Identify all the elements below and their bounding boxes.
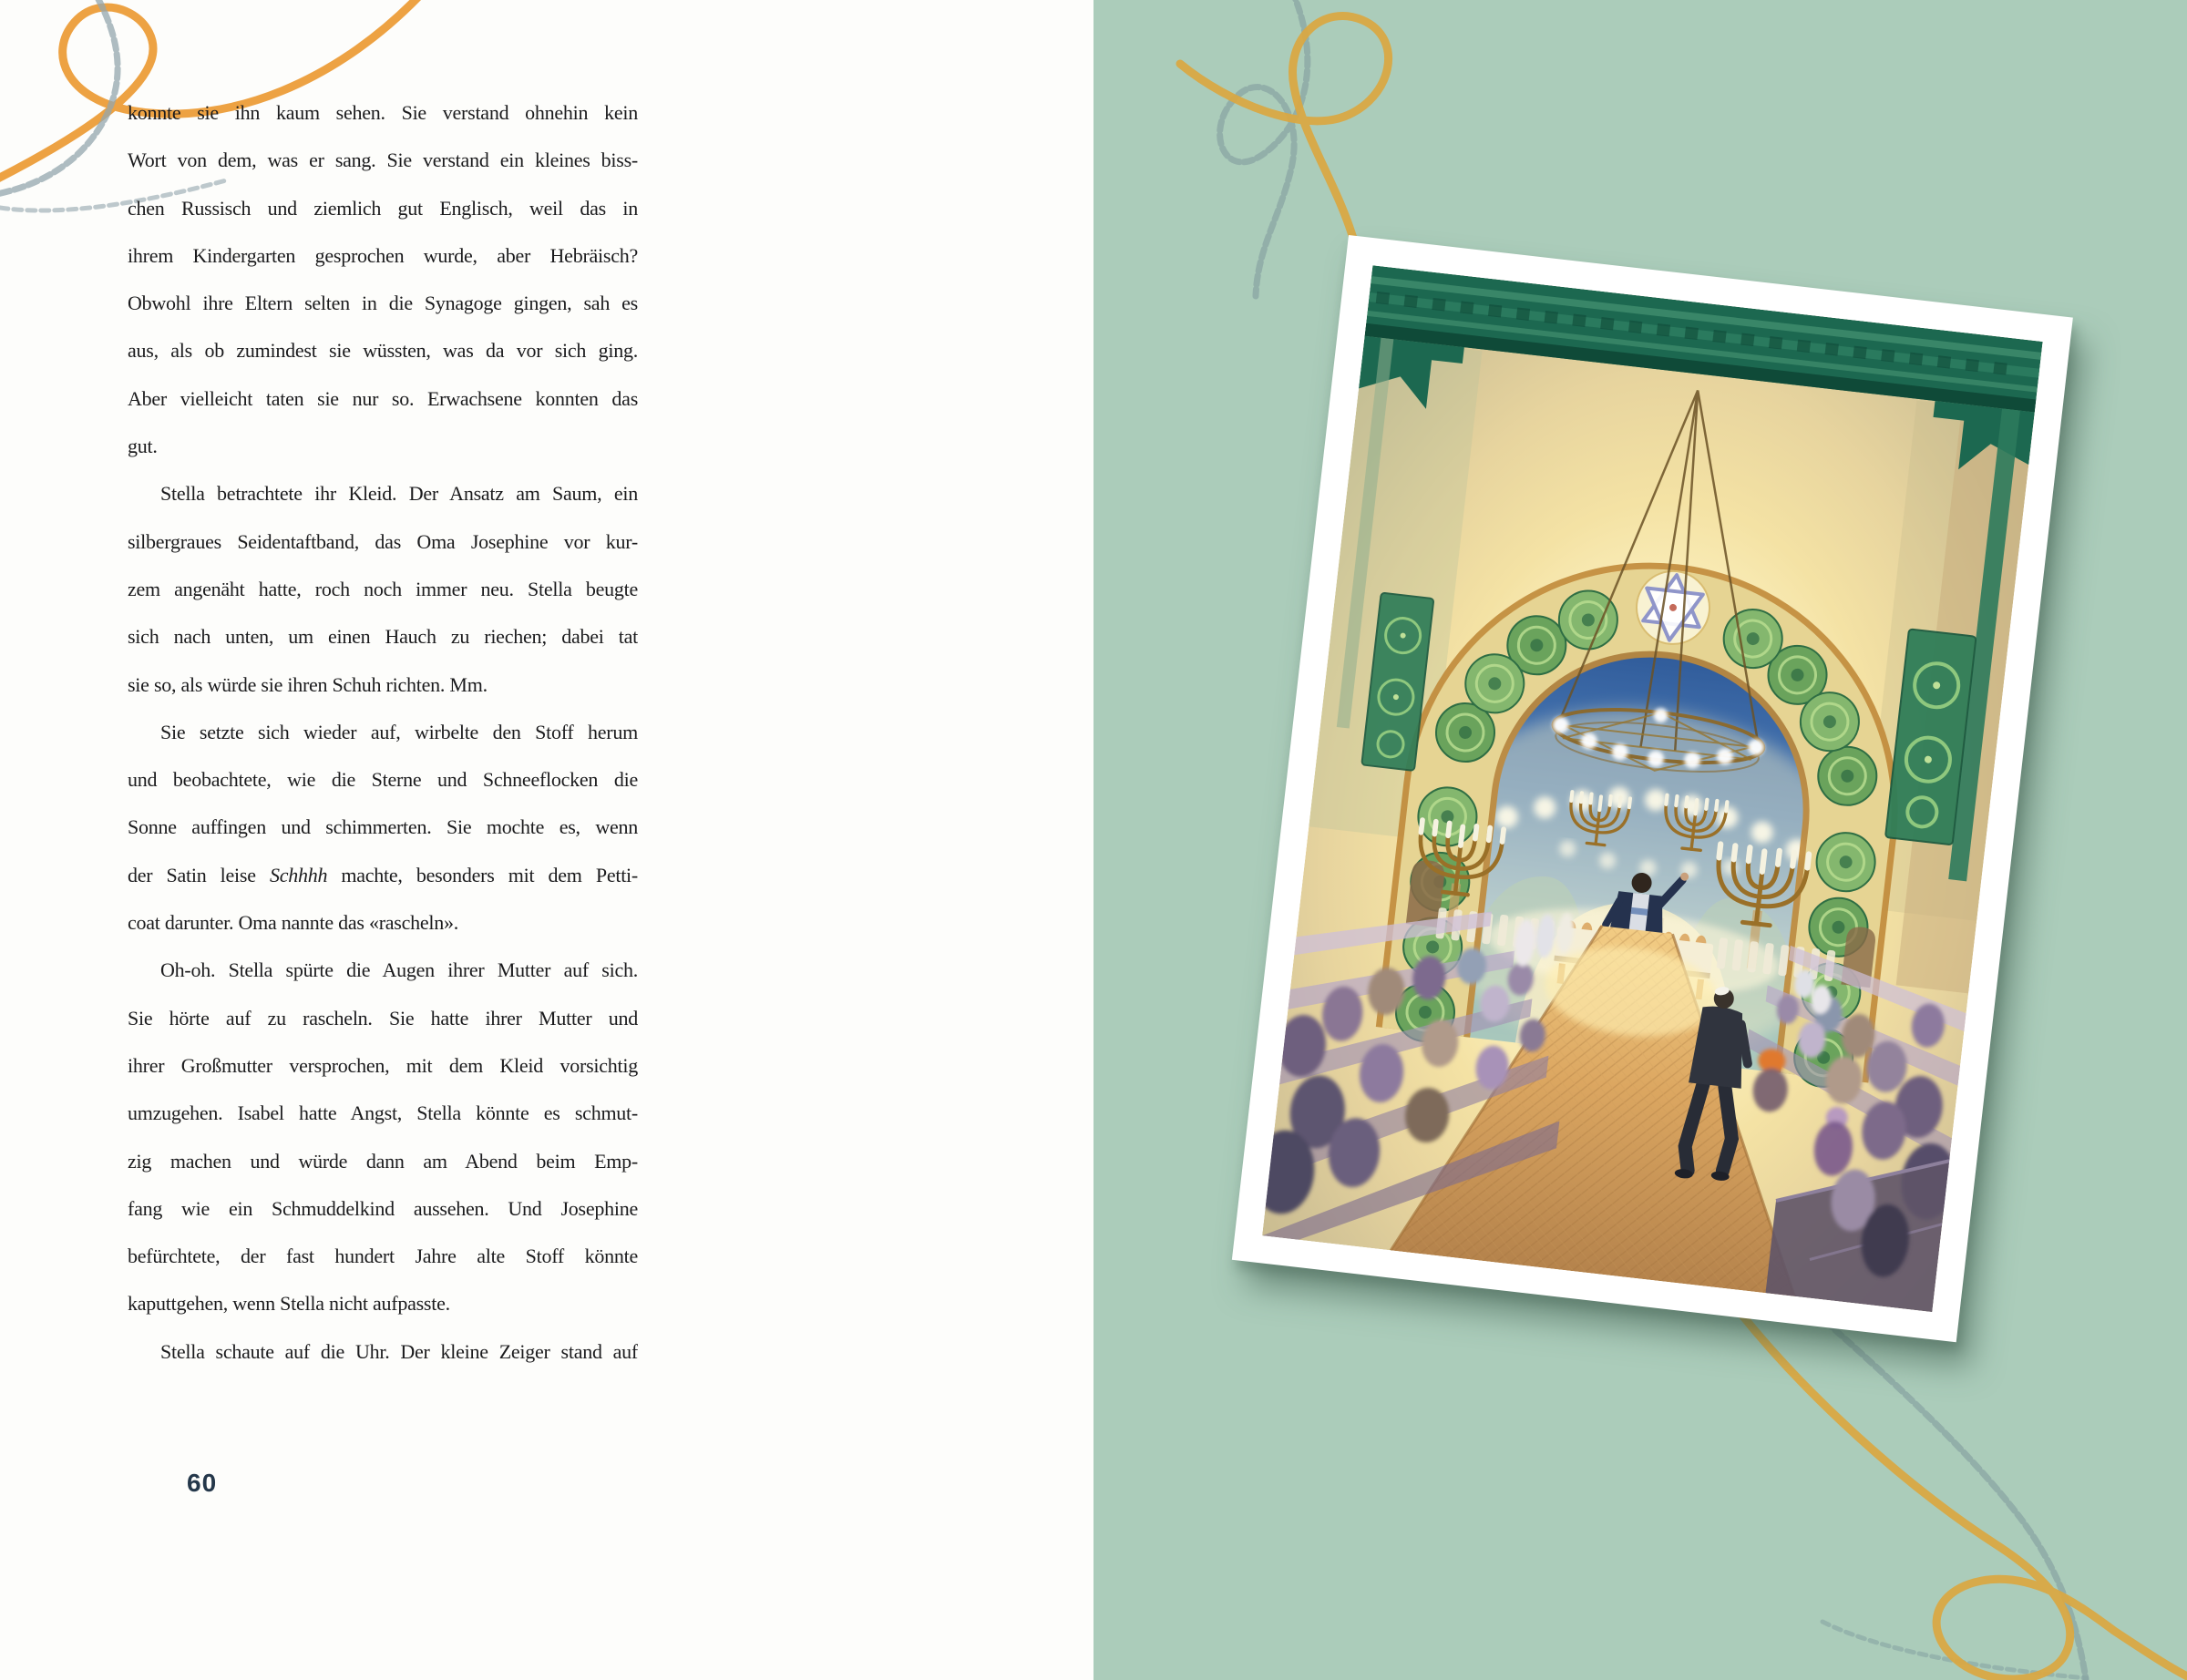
text-line: und beobachtete, wie die Sterne und Schneeflocken die xyxy=(128,768,638,792)
text-line: silbergraues Seidentaftband, das Oma Josephine vor kur- xyxy=(128,529,638,553)
text-line: sie so, als würde sie ihren Schuh richten. Mm. xyxy=(128,672,488,696)
text-line: sich nach unten, um einen Hauch zu riechen; dabei tat xyxy=(128,625,638,649)
text-line: umzugehen. Isabel hatte Angst, Stella könnte es schmut- xyxy=(128,1101,638,1125)
page-number: 60 xyxy=(187,1469,218,1497)
right-page xyxy=(1094,0,2187,1680)
text-line: aus, als ob zumindest sie wüssten, was da vor sich ging. xyxy=(128,339,638,363)
photo xyxy=(1232,235,2073,1342)
text-line: coat darunter. Oma nannte das «rascheln». xyxy=(128,911,458,935)
text-line: Sie setzte sich wieder auf, wirbelte den Stoff herum xyxy=(160,720,638,743)
text-line: Sie hörte auf zu rascheln. Sie hatte ihrer Mutter und xyxy=(128,1006,638,1030)
text-line: chen Russisch und ziemlich gut Englisch, weil das in xyxy=(128,196,638,220)
synagogue-illustration xyxy=(1262,265,2043,1312)
text-line: konnte sie ihn kaum sehen. Sie verstand ohnehin kein xyxy=(128,101,638,124)
text-line: Oh-oh. Stella spürte die Augen ihrer Mutter auf sich. xyxy=(160,958,638,982)
text-line: der Satin leise Schhhh machte, besonders mit dem Petti- xyxy=(128,863,638,886)
text-line: zig machen und würde dann am Abend beim Emp- xyxy=(128,1149,638,1173)
text-line: Obwohl ihre Eltern selten in die Synagoge gingen, sah es xyxy=(128,292,638,315)
text-line: gut. xyxy=(128,435,158,458)
text-line: kaputtgehen, wenn Stella nicht aufpasste. xyxy=(128,1292,450,1316)
text-line: Sonne auffingen und schimmerten. Sie mochte es, wenn xyxy=(128,815,638,839)
text-line: befürchtete, der fast hundert Jahre alte Stoff könnte xyxy=(128,1245,638,1268)
text-line: ihrem Kindergarten gesprochen wurde, aber Hebräisch? xyxy=(128,243,638,267)
text-line: Stella betrachtete ihr Kleid. Der Ansatz am Saum, ein xyxy=(160,482,638,506)
text-line: Aber vielleicht taten sie nur so. Erwachsene konnten das xyxy=(128,386,638,410)
text-line: ihrer Großmutter versprochen, mit dem Kleid vorsichtig xyxy=(128,1053,638,1077)
text-line: fang wie ein Schmuddelkind aussehen. Und Josephine xyxy=(128,1196,638,1220)
text-column xyxy=(128,89,638,1376)
text-line: zem angenäht hatte, roch noch immer neu. Stella beugte xyxy=(128,577,638,600)
text-line: Wort von dem, was er sang. Sie verstand ein kleines biss- xyxy=(128,149,638,172)
text-line: Stella schaute auf die Uhr. Der kleine Zeiger stand auf xyxy=(160,1339,638,1363)
